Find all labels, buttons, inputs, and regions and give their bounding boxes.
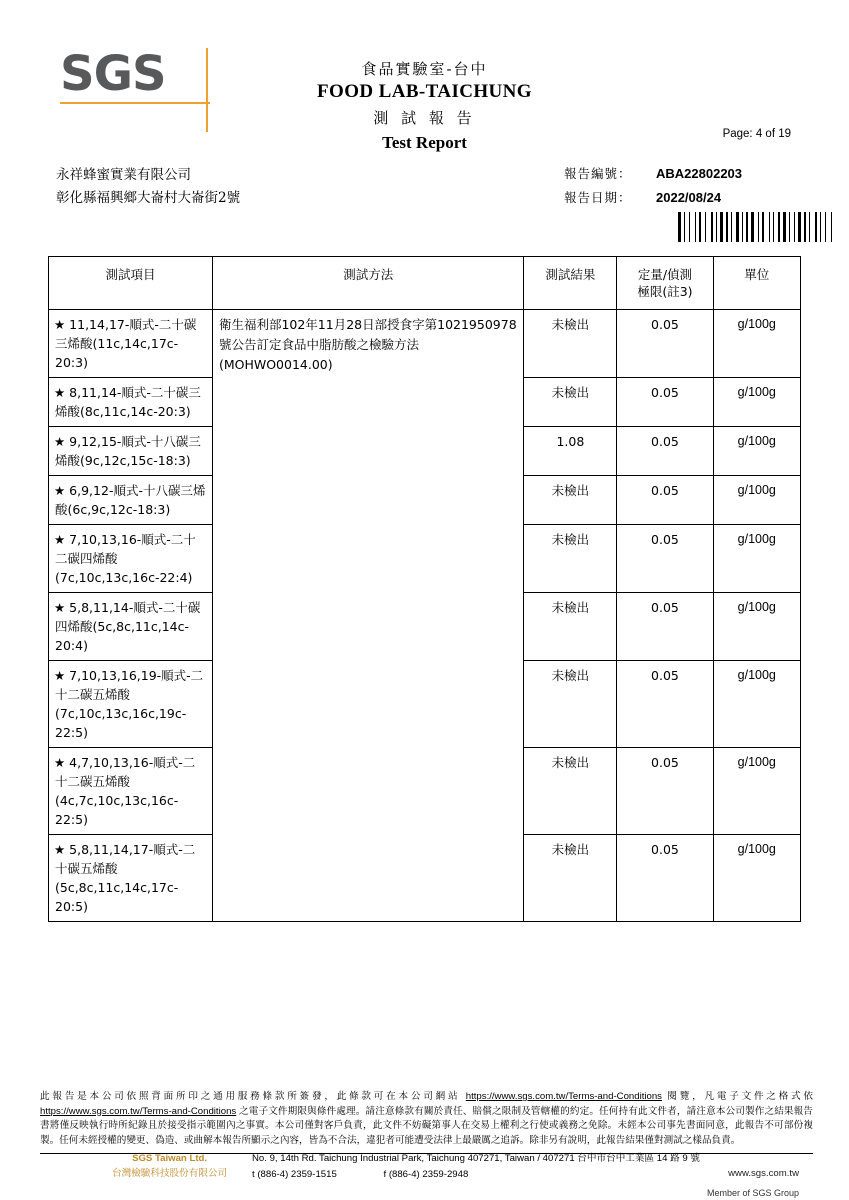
cell-unit: g/100g [713, 310, 800, 378]
cell-limit: 0.05 [617, 593, 713, 661]
customer-name: 永祥蜂蜜實業有限公司 [56, 167, 191, 183]
page-header [48, 0, 801, 150]
cell-result: 未檢出 [524, 310, 617, 378]
company-fax: f (886-4) 2359-2948 [383, 1168, 469, 1180]
cell-item: ★ 6,9,12-順式-十八碳三烯酸(6c,9c,12c-18:3) [49, 476, 213, 525]
cell-limit: 0.05 [617, 525, 713, 593]
cell-unit: g/100g [713, 661, 800, 748]
cell-unit: g/100g [713, 593, 800, 661]
cell-item: ★ 5,8,11,14-順式-二十碳四烯酸(5c,8c,11c,14c-20:4) [49, 593, 213, 661]
cell-limit: 0.05 [617, 748, 713, 835]
company-address: No. 9, 14th Rd. Taichung Industrial Park, Taichung 407271, Taiwan / 407271 台中市台中工業區 14 路 9 號 [252, 1153, 700, 1164]
company-name-en: SGS Taiwan Ltd. [132, 1153, 208, 1164]
cell-result: 未檢出 [524, 525, 617, 593]
disclaimer-part-1: 此報告是本公司依照背面所印之通用服務條款所簽發，此條款可在本公司網站 [40, 1091, 466, 1102]
cell-unit: g/100g [713, 748, 800, 835]
cell-result: 未檢出 [524, 593, 617, 661]
report-date-row [564, 186, 742, 210]
disclaimer-part-2: 閱覽，凡電子文件之格式依 [661, 1091, 813, 1102]
report-no-value: ABA22802203 [656, 166, 743, 181]
cell-item: ★ 7,10,13,16,19-順式-二十二碳五烯酸(7c,10c,13c,16c,19c-22:5) [49, 661, 213, 748]
company-website[interactable]: www.sgs.com.tw [728, 1168, 799, 1179]
header-result: 測試結果 [524, 257, 617, 310]
cell-limit: 0.05 [617, 835, 713, 922]
report-identifiers [564, 162, 742, 210]
header-limit [617, 257, 713, 310]
cell-unit: g/100g [713, 378, 800, 427]
cell-limit: 0.05 [617, 378, 713, 427]
report-no-row [564, 162, 742, 186]
report-title-cn: 測 試 報 告 [373, 109, 476, 127]
company-phone-row [252, 1168, 700, 1183]
cell-limit: 0.05 [617, 310, 713, 378]
sgs-logo-text: SGS [60, 46, 166, 102]
company-contact-block [252, 1152, 700, 1182]
cell-item: ★ 5,8,11,14,17-順式-二十碳五烯酸(5c,8c,11c,14c,17c-20:5) [49, 835, 213, 922]
report-title-en: Test Report [382, 133, 467, 152]
cell-result: 未檢出 [524, 661, 617, 748]
cell-item: ★ 11,14,17-順式-二十碳三烯酸(11c,14c,17c-20:3) [49, 310, 213, 378]
cell-result: 1.08 [524, 427, 617, 476]
cell-unit: g/100g [713, 427, 800, 476]
report-date-value: 2022/08/24 [656, 190, 722, 205]
table-row [49, 310, 801, 378]
company-name-cn: 台灣檢驗科技股份有限公司 [112, 1167, 228, 1179]
member-note: Member of SGS Group [706, 1188, 799, 1198]
report-meta [48, 158, 801, 250]
footer-disclaimer [40, 1090, 813, 1148]
cell-result: 未檢出 [524, 835, 617, 922]
header-limit-line2: 極限(註3) [637, 284, 693, 299]
title-block [48, 58, 801, 154]
lab-name-cn: 食品實驗室-台中 [361, 60, 488, 78]
cell-result: 未檢出 [524, 476, 617, 525]
terms-link-1[interactable]: https://www.sgs.com.tw/Terms-and-Conditions [465, 1091, 662, 1102]
header-unit: 單位 [713, 257, 800, 310]
cell-unit: g/100g [713, 476, 800, 525]
header-item: 測試項目 [49, 257, 213, 310]
cell-limit: 0.05 [617, 661, 713, 748]
cell-item: ★ 4,7,10,13,16-順式-二十二碳五烯酸(4c,7c,10c,13c,16c-22:5) [49, 748, 213, 835]
cell-item: ★ 9,12,15-順式-十八碳三烯酸(9c,12c,15c-18:3) [49, 427, 213, 476]
cell-limit: 0.05 [617, 427, 713, 476]
table-header-row [49, 257, 801, 310]
cell-result: 未檢出 [524, 378, 617, 427]
cell-unit: g/100g [713, 835, 800, 922]
cell-limit: 0.05 [617, 476, 713, 525]
header-limit-line1: 定量/偵測 [637, 267, 693, 282]
cell-method: 衛生福利部102年11月28日部授食字第1021950978號公告訂定食品中脂肪酸之檢驗方法(MOHWO0014.00) [212, 310, 524, 922]
lab-name-en: FOOD LAB-TAICHUNG [317, 81, 532, 102]
disclaimer-part-3: 之電子文件期限與條件處理。請注意條款有關於責任、賠償之限制及管轄權的約定。任何持有此文件者，請注意本公司製作之結果報告書將僅反映執行時所紀錄且於接受指示範圍內之事實。本公司僅對客戶負責，此文件不妨礙第事人在交易上權利之行使或義務之免除。未經本公司事先書面同意，此報告不可部份複製。任何未經授權的變更、偽造、或曲解本報告所顯示之內容，皆為不合法，違犯者可能遭受法律上最嚴厲之追訴。除非另有說明，此報告結果僅對測試之樣品負責。 [40, 1105, 813, 1146]
page-number: Page: 4 of 19 [722, 128, 791, 140]
cell-item: ★ 8,11,14-順式-二十碳三烯酸(8c,11c,14c-20:3) [49, 378, 213, 427]
results-table-body [49, 310, 801, 922]
report-no-label: 報告編號： [564, 166, 632, 181]
customer-address: 彰化縣福興鄉大崙村大崙街2號 [56, 190, 241, 206]
barcode [678, 212, 844, 242]
header-method: 測試方法 [212, 257, 524, 310]
footer-company-info [40, 1152, 813, 1198]
cell-result: 未檢出 [524, 748, 617, 835]
company-name-block [112, 1152, 227, 1181]
customer-block [56, 164, 240, 210]
cell-item: ★ 7,10,13,16-順式-二十二碳四烯酸(7c,10c,13c,16c-22:4) [49, 525, 213, 593]
report-date-label: 報告日期： [564, 190, 632, 205]
terms-link-2[interactable]: https://www.sgs.com.tw/Terms-and-Conditions [40, 1105, 237, 1117]
results-table [48, 256, 801, 922]
cell-unit: g/100g [713, 525, 800, 593]
company-tel: t (886-4) 2359-1515 [252, 1168, 337, 1180]
